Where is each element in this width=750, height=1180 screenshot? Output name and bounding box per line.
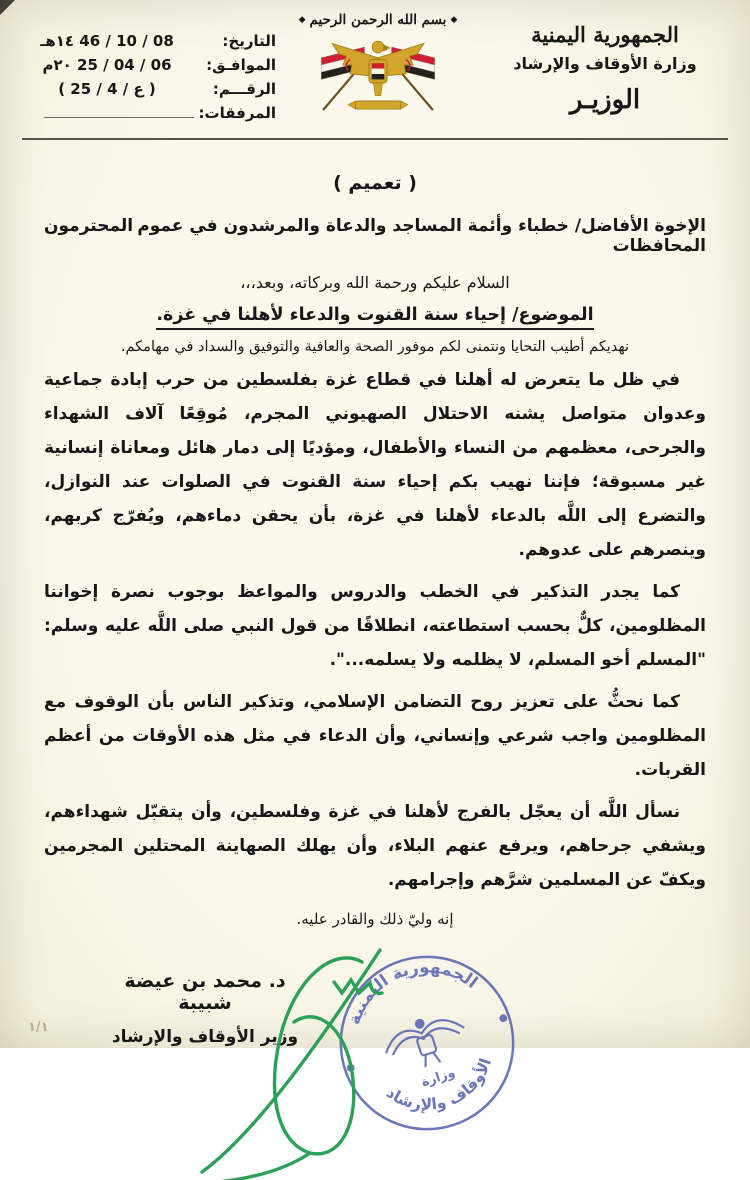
page-number: ١/١: [28, 1020, 49, 1035]
ornament-dot: ◆: [450, 15, 458, 25]
body-paragraph: نسأل اللَّه أن يعجّل بالفرج لأهلنا في غزة وفلسطين، وأن يتقبّل شهداءهم، ويشفي جرحاهم، ويرفع عنهم البلاء، وأن يهلك الصهاينة المحتلين المجرمين ويكفّ عن المسلمين شرَّهم وإجرامهم.: [44, 802, 706, 890]
letter-body: [0, 172, 750, 1174]
field-label: الرقـــم:: [212, 80, 276, 98]
signature-area: [44, 932, 706, 1174]
letterhead: [0, 0, 750, 136]
body-paragraph: كما نحثُّ على تعزيز روح التضامن الإسلامي، وتذكير الناس بأن الوقوف مع المظلومين واجب شرعي وإنساني، وأن الدعاء في مثل هذه الأوقات من أعظم القربات.: [44, 692, 706, 780]
field-row-corresponding: [20, 56, 276, 74]
handwritten-signature: [184, 920, 434, 1180]
subject-line: الموضوع/ إحياء سنة القنوت والدعاء لأهلنا في غزة.: [156, 305, 593, 330]
attachments-blank-line: [44, 106, 194, 118]
scan-corner-artifact: [0, 0, 15, 15]
stamp-dot-left: [498, 1013, 508, 1023]
signature-name: د. محمد بن عيضة شبيبة: [124, 970, 286, 1014]
stamp-middle-text: وزارة: [419, 1064, 457, 1090]
field-label: التاريخ:: [222, 32, 276, 50]
ministry-name: وزارة الأوقاف والإرشاد: [513, 54, 697, 73]
honorific: المحترمون: [44, 216, 134, 236]
bismillah-text: بسم الله الرحمن الرحيم: [309, 12, 447, 28]
field-row-number: [20, 80, 276, 98]
bismillah-calligraphy: [276, 12, 480, 28]
addressee-line: الإخوة الأفاضل/ خطباء وأئمة المساجد والدعاة والمرشدون في عموم المحافظات: [137, 216, 706, 256]
field-value: 08 / 10 / 46 ١٤هـ: [40, 32, 174, 50]
field-row-date: [20, 32, 276, 50]
yemen-national-emblem-icon: [310, 29, 446, 119]
reference-fields-block: [20, 8, 276, 136]
circular-heading: ( تعميم ): [333, 172, 417, 194]
field-value: 06 / 04 / 25 ٢٠م: [42, 56, 172, 74]
subject-wrap: [44, 305, 706, 330]
signature-title: وزير الأوقاف والإرشاد: [111, 1027, 299, 1047]
body-paragraph: كما يجدر التذكير في الخطب والدروس والمواعظ بوجوب نصرة إخواننا المظلومين، كلٌّ بحسب استطاعته، انطلاقًا من قول النبي صلى اللَّه عليه وسلم: "المسلم أخو المسلم، لا يظلمه ولا يسلمه...".: [44, 582, 706, 670]
stamp-bottom-text: الأوقاف والإرشاد: [382, 1055, 496, 1114]
addressee-row: [44, 216, 706, 256]
letterhead-right-block: [480, 8, 730, 136]
republic-title: الجمهورية اليمنية: [531, 22, 679, 47]
field-label: الموافـق:: [206, 56, 276, 74]
greeting-line: نهديكم أطيب التحايا ونتمنى لكم موفور الصحة والعافية والتوفيق والسداد في مهامكم.: [120, 339, 630, 355]
body-paragraph: في ظل ما يتعرض له أهلنا في قطاع غزة بفلسطين من حرب إبادة جماعية وعدوان متواصل يشنه الاحتلال الصهيوني المجرم، مُوقِعًا آلاف الشهداء والجرحى، معظمهم من النساء والأطفال، ومؤديًا إلى دمار هائل ومعاناة إنسانية غير مسبوقة؛ فإننا نهيب بكم إحياء سنة القنوت في الصلوات عند النوازل، والتضرع إلى اللَّه بالدعاء لأهلنا في غزة، بأن يحقن دماءهم، ويُفرّج كربهم، وينصرهم على عدوهم.: [44, 370, 706, 560]
closing-line: إنه وليّ ذلك والقادر عليه.: [296, 910, 454, 928]
header-separator: [22, 138, 728, 140]
minister-title: الوزيـر: [569, 85, 641, 115]
stamp-top-text: الجمهورية اليمنية: [344, 957, 482, 1027]
letterhead-center-block: [276, 8, 480, 136]
field-label: المرفقات:: [198, 104, 276, 122]
eagle-icon: [332, 41, 424, 109]
field-value: ( ع / 4 / 25 ): [58, 80, 156, 98]
field-row-attachments: [20, 104, 276, 122]
ornament-dot: ◆: [298, 15, 306, 25]
salutation-line: السلام عليكم ورحمة الله وبركاته، وبعد،،،: [240, 273, 510, 292]
